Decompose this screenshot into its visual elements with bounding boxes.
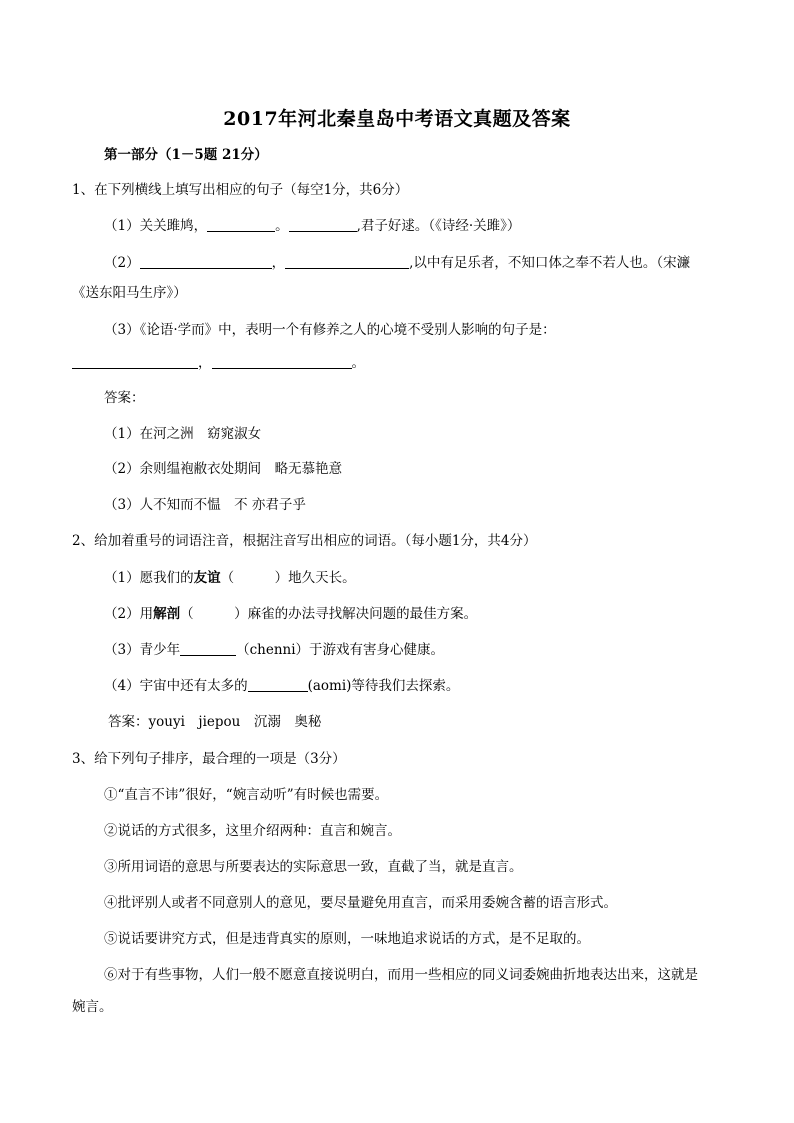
blank-line[interactable] [248,679,308,692]
q2-item-3-prefix: （3）青少年 [104,642,181,658]
q2-item-2-prefix: （2）用 [104,606,154,622]
q1-item-1-suffix: ,君子好逑。（《诗经·关雎》） [356,218,521,234]
q1-item-2-source: 《送东阳马生序》） [72,285,187,301]
q2-stem: 2、给加着重号的词语注音，根据注音写出相应的词语。（每小题1分，共4分） [72,533,537,549]
q1-item-2-suffix: ,以中有足乐者，不知口体之奉不若人也。（宋濂 [409,255,691,271]
q1-answer-3: （3）人不知而不愠 不 亦君子乎 [104,497,306,513]
q1-answer-label: 答案： [104,390,145,406]
q1-item-3-end: 。 [351,355,365,371]
q3-stem: 3、给下列句子排序，最合理的一项是（3分） [72,751,346,767]
blank-line[interactable] [72,356,198,369]
q3-option-5: ⑤说话要讲究方式，但是违背真实的原则，一味地追求说话的方式，是不足取的。 [104,931,590,947]
blank-line[interactable] [289,219,357,232]
emphasized-word: 友谊 [193,570,221,586]
q1-item-2 [104,254,690,272]
blank-line[interactable] [180,643,236,656]
part-heading: 第一部分（1－5题 21分） [104,147,268,163]
q2-item-4-prefix: （4）宇宙中还有太多的 [104,678,248,694]
q2-item-1-suffix: （ ）地久天长。 [220,570,356,586]
q3-option-1: ①“直言不讳”很好，“婉言动听”有时候也需要。 [104,787,389,803]
q2-item-4-suffix: (aomi)等待我们去探索。 [307,678,460,694]
q1-item-3-blanks [72,354,365,372]
q2-item-2 [104,605,477,623]
q3-option-4: ④批评别人或者不同意别人的意见，要尽量避免用直言，而采用委婉含蓄的语言形式。 [104,895,617,911]
q2-item-3 [104,641,444,659]
q3-option-3: ③所用词语的意思与所要表达的实际意思一致，直截了当，就是直言。 [104,859,523,875]
q3-option-2: ②说话的方式很多，这里介绍两种：直言和婉言。 [104,823,401,839]
q1-item-1-prefix: （1）关关雎鸠， [104,218,208,234]
document-title: 2017年河北秦皇岛中考语文真题及答案 [223,108,571,130]
q1-item-3-mid: ， [198,355,212,371]
blank-line[interactable] [207,219,275,232]
q1-item-1 [104,217,520,235]
q1-item-1-mid: 。 [275,218,289,234]
q3-option-6: ⑥对于有些事物，人们一般不愿意直接说明白，而用一些相应的同义词委婉曲折地表达出来，这就是 [104,967,698,983]
q1-answer-1: （1）在河之洲 窈窕淑女 [104,426,262,442]
q2-item-4 [104,677,459,695]
q1-stem: 1、在下列横线上填写出相应的句子（每空1分，共6分） [72,182,409,198]
emphasized-word: 解剖 [153,606,181,622]
q2-answer: 答案：youyi jiepou 沉溺 奥秘 [108,714,322,730]
q1-item-3: （3）《论语·学而》中，表明一个有修养之人的心境不受别人影响的句子是： [104,322,556,338]
q2-item-2-suffix: （ ）麻雀的办法寻找解决问题的最佳方案。 [180,606,478,622]
blank-line[interactable] [212,356,352,369]
blank-line[interactable] [285,256,409,269]
q1-item-2-mid: ， [271,255,286,271]
q3-option-6-cont: 婉言。 [72,999,113,1015]
blank-line[interactable] [140,256,272,269]
q2-item-3-suffix: （chenni）于游戏有害身心健康。 [236,642,445,658]
q2-item-1 [104,569,356,587]
q1-answer-2: （2）余则缊袍敝衣处期间 略无慕艳意 [104,461,343,477]
q2-item-1-prefix: （1）愿我们的 [104,570,194,586]
q1-item-2-prefix: （2） [104,255,140,271]
